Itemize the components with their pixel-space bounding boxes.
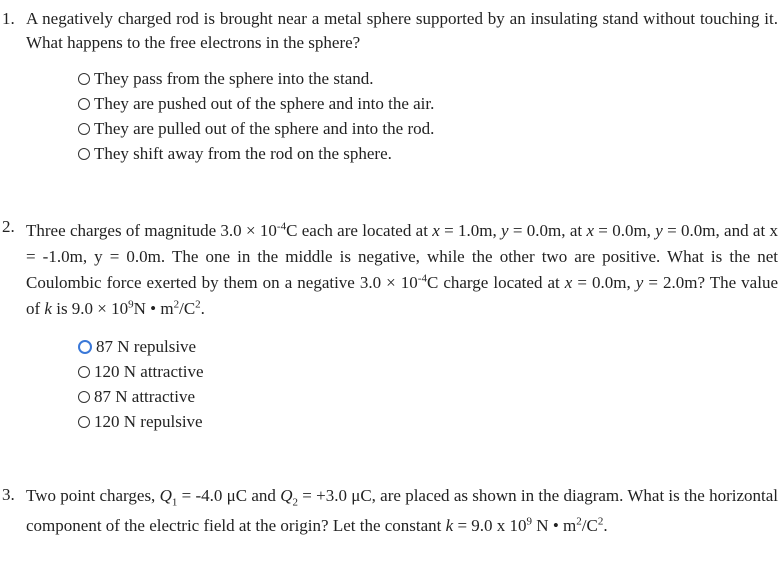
question-number: 3.	[2, 485, 15, 504]
radio-button[interactable]	[78, 366, 90, 378]
option-label: They shift away from the rod on the sphere.	[94, 143, 392, 163]
radio-button[interactable]	[78, 73, 90, 85]
option-b[interactable]	[78, 91, 434, 116]
options	[78, 66, 434, 166]
option-label: They are pulled out of the sphere and into the rod.	[94, 118, 435, 138]
radio-button[interactable]	[78, 416, 90, 428]
option-d[interactable]	[78, 141, 434, 166]
option-b[interactable]	[78, 359, 204, 384]
question-number: 1.	[2, 9, 15, 28]
option-label: 120 N attractive	[94, 361, 204, 381]
question-number: 2.	[2, 217, 15, 236]
option-a[interactable]	[78, 66, 434, 91]
option-c[interactable]	[78, 384, 204, 409]
option-label: 87 N repulsive	[96, 336, 197, 356]
question-text: Two point charges, $Q_1 = -4.0$ μC and $Q_2 = +3.0$ μC, are placed as shown in the diagram. What is the horizontal component of the electric field at the origin? Let the constant k = 9.0 x $10^9$ N • $m^2/C^2$.	[26, 486, 778, 535]
option-label: They are pushed out of the sphere and into the air.	[94, 93, 435, 113]
radio-button[interactable]	[78, 148, 90, 160]
options	[78, 334, 204, 434]
radio-button[interactable]	[78, 123, 90, 135]
option-label: They pass from the sphere into the stand.	[94, 68, 374, 88]
radio-button[interactable]	[78, 98, 90, 110]
option-a[interactable]	[78, 334, 204, 359]
radio-button-focused[interactable]	[78, 340, 92, 354]
option-d[interactable]	[78, 409, 204, 434]
option-c[interactable]	[78, 116, 434, 141]
option-label: 87 N attractive	[94, 386, 196, 406]
question-text: A negatively charged rod is brought near a metal sphere supported by an insulating stand without touching it. What happens to the free electrons in the sphere?	[26, 9, 778, 52]
radio-button[interactable]	[78, 391, 90, 403]
option-label: 120 N repulsive	[94, 411, 203, 431]
question-text: Three charges of magnitude $3.0 \times 10^{-4}C$ each are located at x = 1.0m, y = 0.0m, at x = 0.0m, y = 0.0m, and at x = -1.0m, y = 0.0m. The one in the middle is negative, while the other two are positive. What is the net Coulombic force exerted by them on a negative $3.0 \times 10^{-4}C$ charge located at x = 0.0m, y = 2.0m? The value of k is $9.0 \times 10^9N$ • $m^2/C^2$.	[26, 220, 778, 318]
